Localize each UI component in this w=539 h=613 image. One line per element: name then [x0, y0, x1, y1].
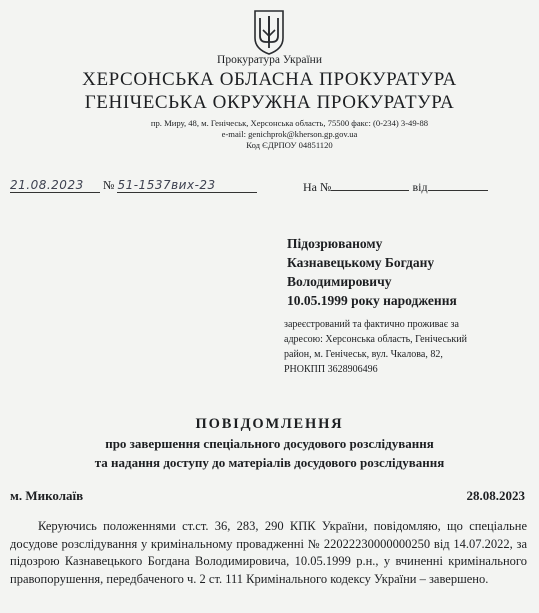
number-sign: № — [103, 178, 115, 192]
notice-subtitle: та надання доступу до матеріалів досудового розслідування — [94, 455, 445, 470]
residence-line: район, м. Генічеськ, вул. Чкалова, 82, — [284, 349, 443, 360]
recipient-block — [287, 234, 457, 310]
recipient-line: Підозрюваному — [287, 236, 383, 251]
trident-coat-of-arms-icon — [252, 8, 286, 56]
prosecutor-ukraine-label: Прокуратура України — [217, 54, 322, 66]
document-date: 28.08.2023 — [466, 488, 525, 503]
notice-title: ПОВІДОМЛЕННЯ — [195, 416, 344, 432]
incoming-date-blank — [428, 190, 488, 191]
residence-line: РНОКПП 3628906496 — [284, 364, 378, 375]
notice-body — [10, 518, 527, 588]
regional-prosecutor-title: ХЕРСОНСЬКА ОБЛАСНА ПРОКУРАТУРА — [82, 69, 457, 90]
residence-block — [284, 317, 467, 377]
office-code: Код ЄДРПОУ 04851120 — [246, 140, 333, 150]
recipient-line: Казнавецькому Богдану — [287, 255, 435, 270]
office-address: пр. Миру, 48, м. Генічеськ, Херсонська область, 75500 факс: (0-234) 3-49-88 — [150, 118, 429, 128]
residence-line: зареєстрований та фактично проживає за — [284, 319, 459, 330]
place-label: м. Миколаїв — [10, 488, 84, 503]
vid-label: від — [412, 180, 428, 194]
office-email: e-mail: genichprok@kherson.gp.gov.ua — [221, 129, 358, 139]
residence-line: адресою: Херсонська область, Генічеський — [284, 334, 467, 345]
outgoing-date-handwritten: 21.08.2023 — [10, 178, 100, 193]
body-paragraph: Керуючись положеннями ст.ст. 36, 283, 290 КПК України, повідомляю, що спеціальне досудове розслідування у кримінальному провадженні № 22022230000000250 від 14.07.2022, за підозрою Казнавецького Богдана Володимировича, 10.05.1999 р.н., у вчиненні кримінального правопорушення, передбаченого ч. 2 ст. 111 Кримінального кодексу України – завершено. — [10, 519, 527, 586]
recipient-line: 10.05.1999 року народження — [287, 293, 457, 308]
recipient-line: Володимировичу — [287, 274, 392, 289]
notice-subtitle: про завершення спеціального досудового розслідування — [105, 436, 434, 451]
outgoing-number — [10, 178, 257, 193]
incoming-reference — [303, 180, 488, 195]
na-label: На № — [303, 180, 332, 194]
outgoing-number-handwritten: 51-1537вих-23 — [117, 178, 257, 193]
incoming-number-blank — [331, 190, 409, 191]
district-prosecutor-title: ГЕНІЧЕСЬКА ОКРУЖНА ПРОКУРАТУРА — [84, 92, 455, 113]
